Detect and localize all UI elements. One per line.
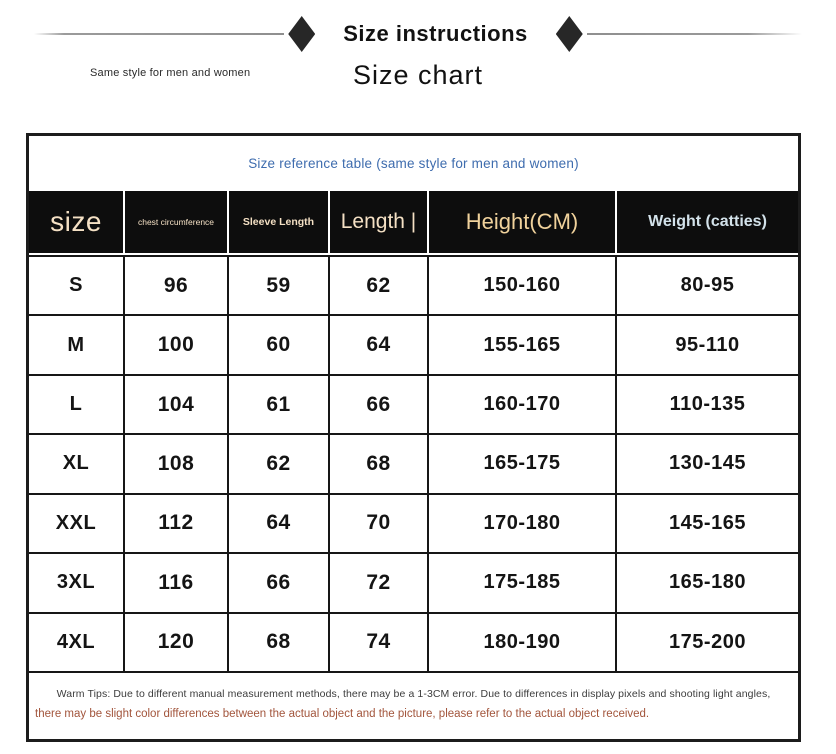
left-divider-line xyxy=(34,33,284,35)
size-cell: L xyxy=(29,376,123,433)
header-banner xyxy=(0,14,836,54)
value-cell: 72 xyxy=(330,554,427,611)
diamond-icon xyxy=(288,16,315,52)
value-cell: 180-190 xyxy=(429,614,615,671)
value-cell: 96 xyxy=(125,257,227,314)
value-cell: 175-185 xyxy=(429,554,615,611)
value-cell: 66 xyxy=(229,554,328,611)
value-cell: 165-180 xyxy=(617,554,798,611)
diamond-icon xyxy=(556,16,583,52)
value-cell: 61 xyxy=(229,376,328,433)
value-cell: 70 xyxy=(330,495,427,552)
value-cell: 130-145 xyxy=(617,435,798,492)
col-header-size: size xyxy=(29,191,123,253)
warm-tips-line-1: Warm Tips: Due to different manual measurement methods, there may be a 1-3CM error. Due to differences in display pixels and shooting light angles, xyxy=(56,688,771,700)
value-cell: 160-170 xyxy=(429,376,615,433)
size-cell: XL xyxy=(29,435,123,492)
value-cell: 62 xyxy=(229,435,328,492)
value-cell: 150-160 xyxy=(429,257,615,314)
value-cell: 95-110 xyxy=(617,316,798,373)
warm-tips xyxy=(29,671,798,739)
value-cell: 59 xyxy=(229,257,328,314)
col-header-chest: chest circumference xyxy=(125,191,227,253)
col-header-height: Height(CM) xyxy=(429,191,615,253)
value-cell: 60 xyxy=(229,316,328,373)
size-cell: XXL xyxy=(29,495,123,552)
value-cell: 175-200 xyxy=(617,614,798,671)
warm-tips-line-2: there may be slight color differences between the actual object and the picture, please refer to the actual object received. xyxy=(35,708,650,720)
page-title: Size instructions xyxy=(343,21,528,46)
col-header-length: Length | xyxy=(330,191,427,253)
value-cell: 120 xyxy=(125,614,227,671)
value-cell: 112 xyxy=(125,495,227,552)
table-body xyxy=(29,255,798,671)
col-header-weight: Weight (catties) xyxy=(617,191,798,253)
value-cell: 155-165 xyxy=(429,316,615,373)
value-cell: 62 xyxy=(330,257,427,314)
size-cell: M xyxy=(29,316,123,373)
value-cell: 64 xyxy=(330,316,427,373)
size-cell: S xyxy=(29,257,123,314)
value-cell: 100 xyxy=(125,316,227,373)
value-cell: 108 xyxy=(125,435,227,492)
unisex-note: Same style for men and women xyxy=(90,67,251,79)
value-cell: 104 xyxy=(125,376,227,433)
value-cell: 110-135 xyxy=(617,376,798,433)
right-divider-line xyxy=(587,33,802,35)
size-reference-table xyxy=(26,133,801,742)
table-caption: Size reference table (same style for men and women) xyxy=(29,136,798,191)
value-cell: 66 xyxy=(330,376,427,433)
value-cell: 116 xyxy=(125,554,227,611)
value-cell: 145-165 xyxy=(617,495,798,552)
size-cell: 4XL xyxy=(29,614,123,671)
value-cell: 68 xyxy=(330,435,427,492)
size-cell: 3XL xyxy=(29,554,123,611)
value-cell: 64 xyxy=(229,495,328,552)
value-cell: 170-180 xyxy=(429,495,615,552)
size-chart-title: Size chart xyxy=(352,60,484,90)
value-cell: 68 xyxy=(229,614,328,671)
table-header-row xyxy=(29,191,798,253)
value-cell: 74 xyxy=(330,614,427,671)
value-cell: 80-95 xyxy=(617,257,798,314)
value-cell: 165-175 xyxy=(429,435,615,492)
col-header-sleeve: Sleeve Length xyxy=(229,191,328,253)
